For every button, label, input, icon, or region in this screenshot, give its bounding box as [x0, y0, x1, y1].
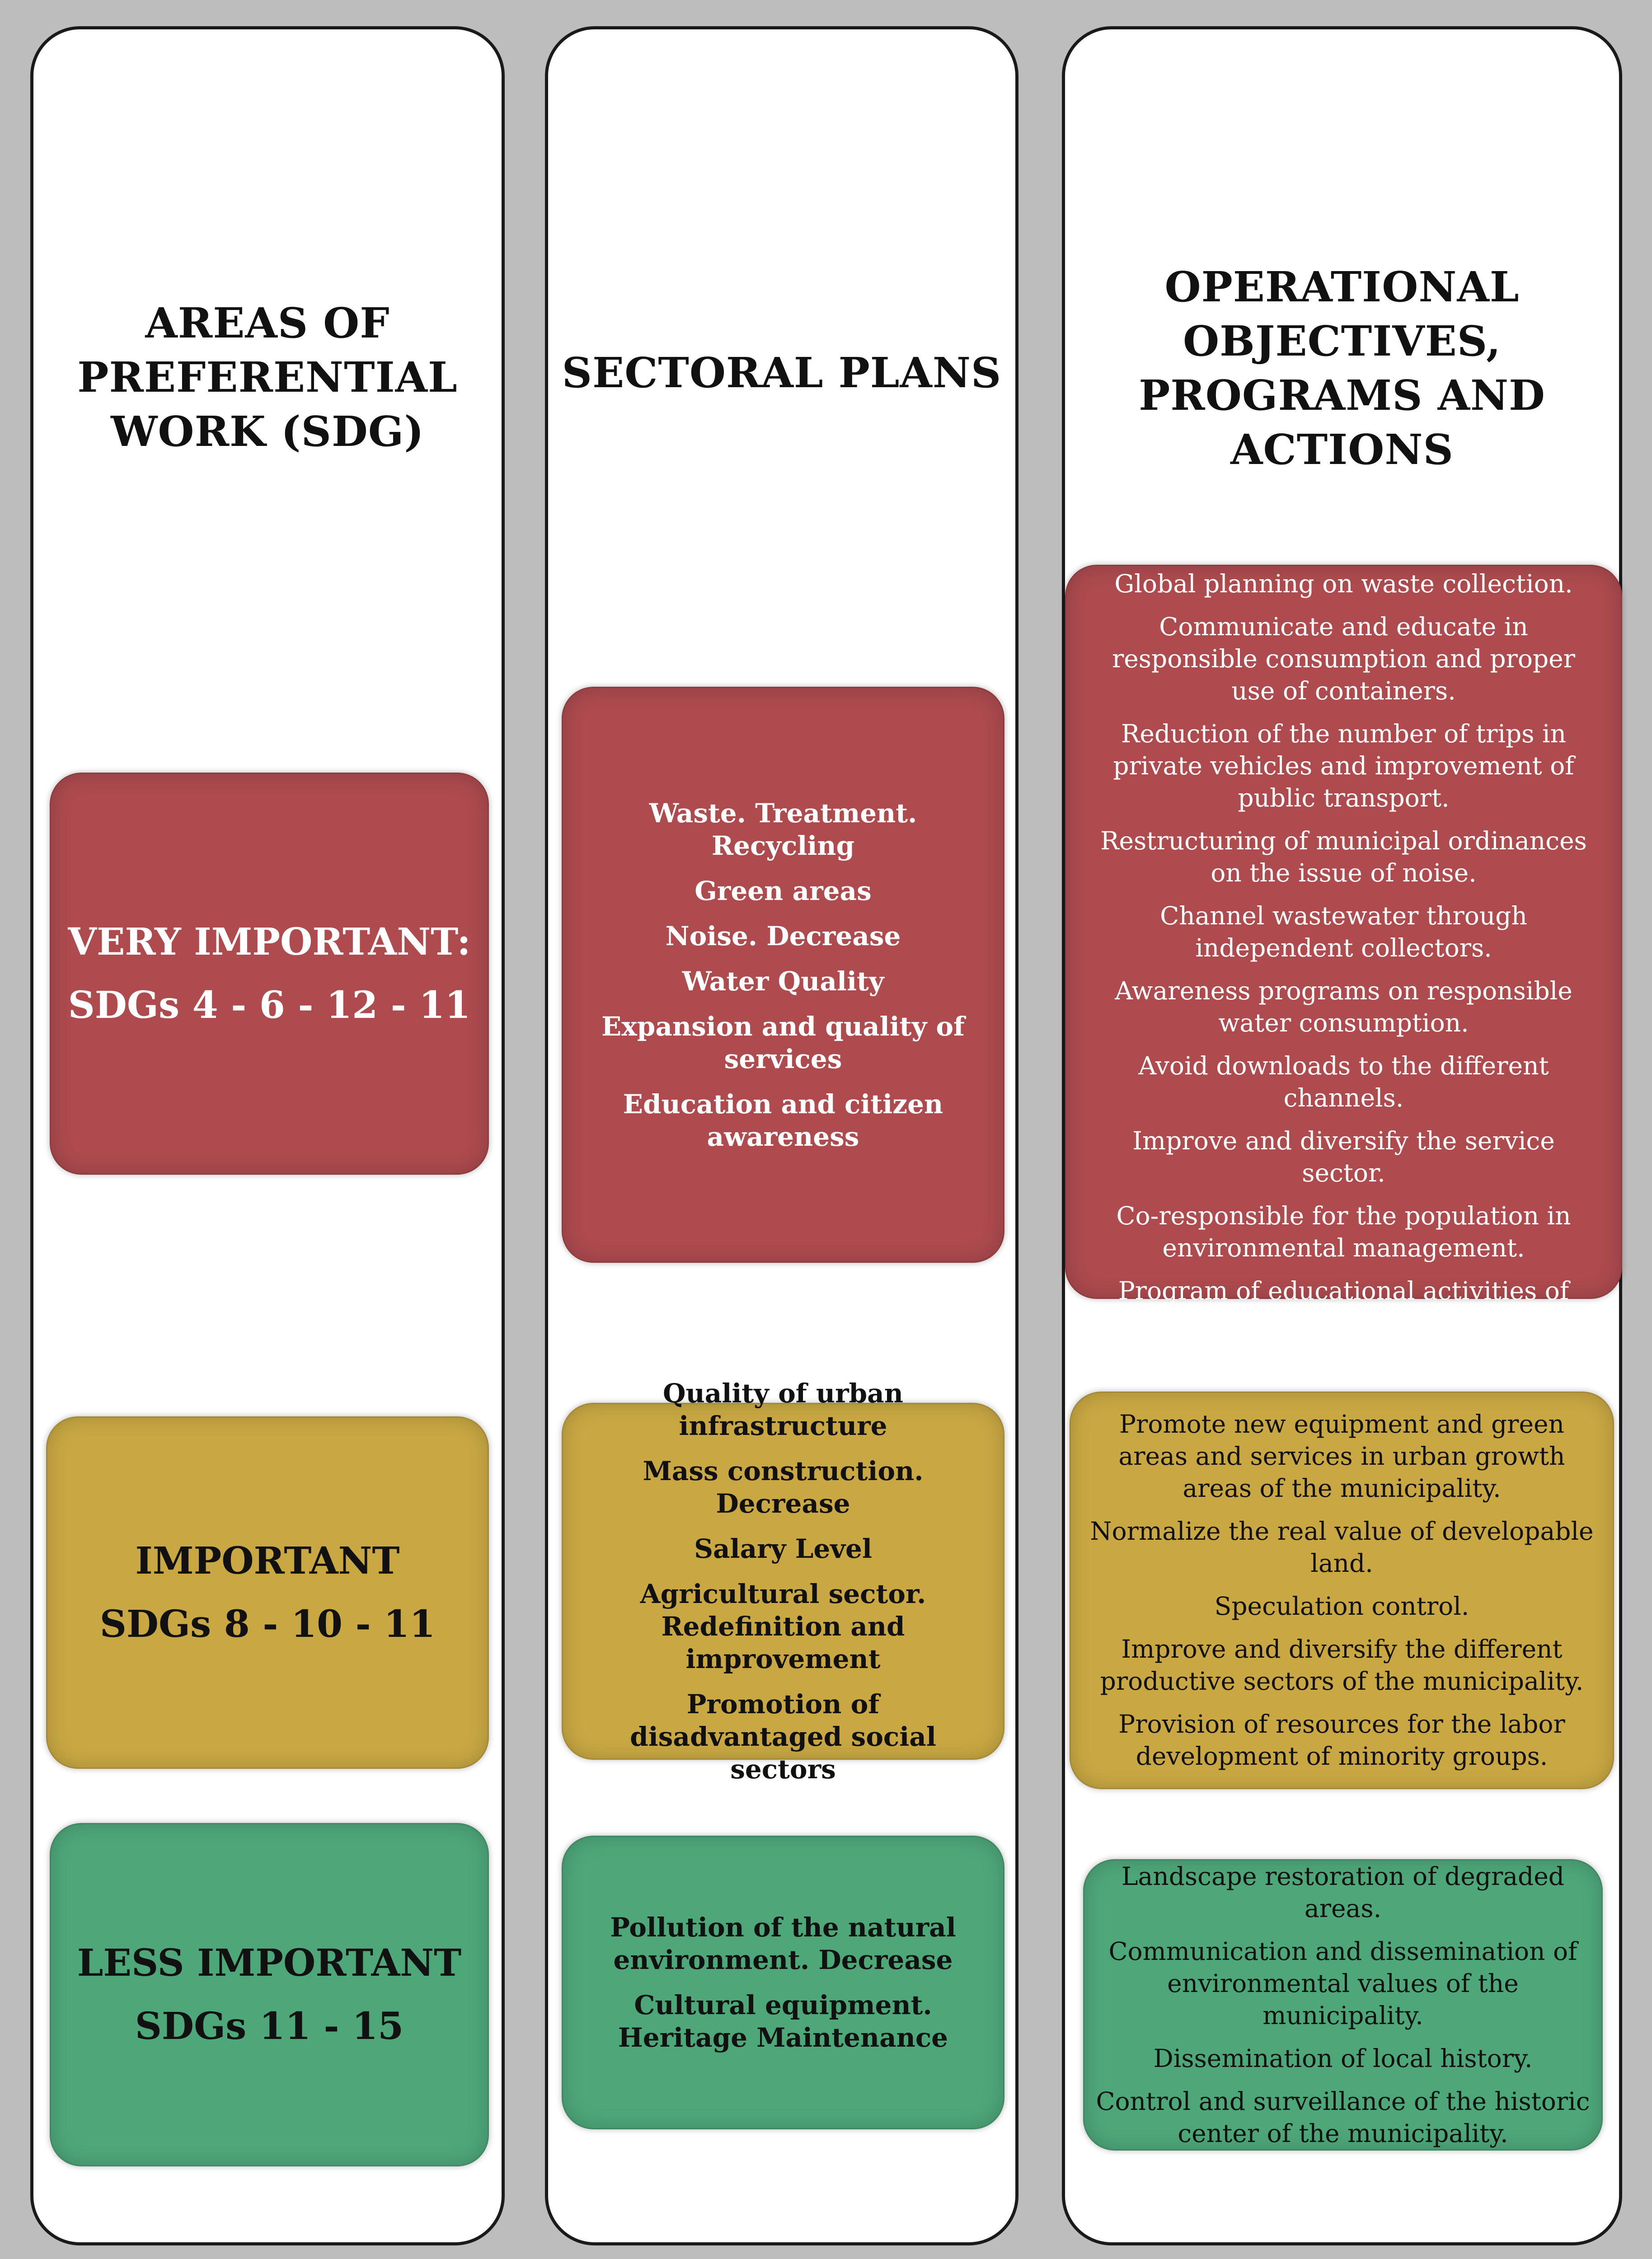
areas-column [30, 26, 505, 2245]
very-important-area-box [50, 773, 489, 1175]
plan-item: Pollution of the natural environment. Decrease [610, 1912, 956, 1975]
objectives-header-line: ACTIONS [1230, 425, 1454, 474]
less-important-plans-box [562, 1836, 1004, 2129]
objective-item: Improve and diversify the different productive sectors of the municipality. [1100, 1635, 1584, 1696]
plan-item: Green areas [695, 875, 872, 906]
important-plans-box [562, 1378, 1004, 1785]
areas-header-line: WORK (SDG) [111, 407, 424, 456]
important-objectives-box [1070, 1392, 1614, 1789]
objective-item: Restructuring of municipal ordinances on the issue of noise. [1100, 826, 1587, 887]
objective-item: Speculation control. [1214, 1592, 1469, 1621]
plan-item: Quality of urban infrastructure [663, 1378, 903, 1441]
priority-label: IMPORTANT [135, 1539, 400, 1583]
objectives-header-line: OPERATIONAL [1164, 262, 1520, 311]
areas-header-line: PREFERENTIAL [77, 353, 458, 402]
plan-item: Education and citizen awareness [623, 1088, 943, 1152]
objective-item: Normalize the real value of developable land. [1090, 1517, 1594, 1578]
sectoral-plans-header [548, 328, 1015, 418]
very-important-objectives-box [1065, 526, 1622, 1337]
priority-label: LESS IMPORTANT [77, 1941, 462, 1985]
areas-header [33, 273, 502, 481]
objectives-header-line: PROGRAMS AND [1139, 371, 1545, 420]
objectives-column [1062, 26, 1622, 2245]
plan-item: Salary Level [694, 1533, 872, 1564]
very-important-plans-box [562, 687, 1004, 1263]
objective-item: Dissemination of local history. [1153, 2043, 1533, 2073]
plan-item: Expansion and quality of services [601, 1011, 965, 1074]
objective-item: Control and surveillance of the historic center of the municipality. [1096, 2086, 1590, 2148]
objectives-header-line: OBJECTIVES, [1183, 317, 1501, 366]
sectoral-plans-header-line: SECTORAL PLANS [562, 348, 1002, 397]
plan-item: Noise. Decrease [665, 920, 901, 951]
plan-item: Cultural equipment. Heritage Maintenance [618, 1990, 948, 2053]
objective-item: Promote new equipment and green areas and services in urban growth areas of the municipality. [1118, 1410, 1565, 1503]
objective-item: Provision of containers and clean spots. [1092, 526, 1595, 555]
plan-item: Agricultural sector. Redefinition and improvement [640, 1579, 926, 1674]
objective-item: Avoid downloads to the different channels. [1138, 1051, 1549, 1112]
objective-item: Awareness programs on responsible water consumption. [1115, 976, 1572, 1037]
less-important-objectives-box [1083, 1859, 1603, 2151]
priority-label: VERY IMPORTANT: [68, 920, 471, 964]
plan-item: Water Quality [682, 965, 884, 997]
plan-item: Waste. Treatment. Recycling [649, 797, 917, 861]
sdg-list: SDGs 8 - 10 - 11 [99, 1603, 436, 1646]
objective-item: Communicate and educate in responsible consumption and proper use of containers. [1112, 612, 1576, 705]
sectoral-plans-column [545, 26, 1018, 2245]
objective-item: Communication and dissemination of environmental values of the municipality. [1108, 1936, 1577, 2030]
areas-header-line: AREAS OF [145, 299, 390, 347]
objective-item: Landscape restoration of degraded areas. [1121, 1861, 1565, 1923]
objective-item: Co-responsible for the population in environmental management. [1116, 1201, 1571, 1262]
objectives-header [1065, 242, 1619, 495]
objective-item: Provision of resources for the labor development of minority groups. [1118, 1710, 1565, 1771]
objective-item: Channel wastewater through independent collectors. [1160, 901, 1527, 962]
sdg-list: SDGs 4 - 6 - 12 - 11 [68, 984, 471, 1027]
plan-item: Mass construction. Decrease [643, 1456, 924, 1519]
objective-item: Global planning on waste collection. [1114, 569, 1573, 598]
important-area-box [46, 1416, 489, 1769]
plan-item: Promotion of disadvantaged social sectors [630, 1689, 936, 1785]
objective-item: Reduction of the number of trips in private vehicles and improvement of public transport. [1113, 719, 1574, 812]
sdg-list: SDGs 11 - 15 [135, 2005, 404, 2048]
less-important-area-box [50, 1823, 489, 2166]
objective-item: Improve and diversify the service sector. [1132, 1126, 1555, 1187]
objective-item: Program of educational activities of social and environmental awareness. [1110, 1276, 1577, 1337]
